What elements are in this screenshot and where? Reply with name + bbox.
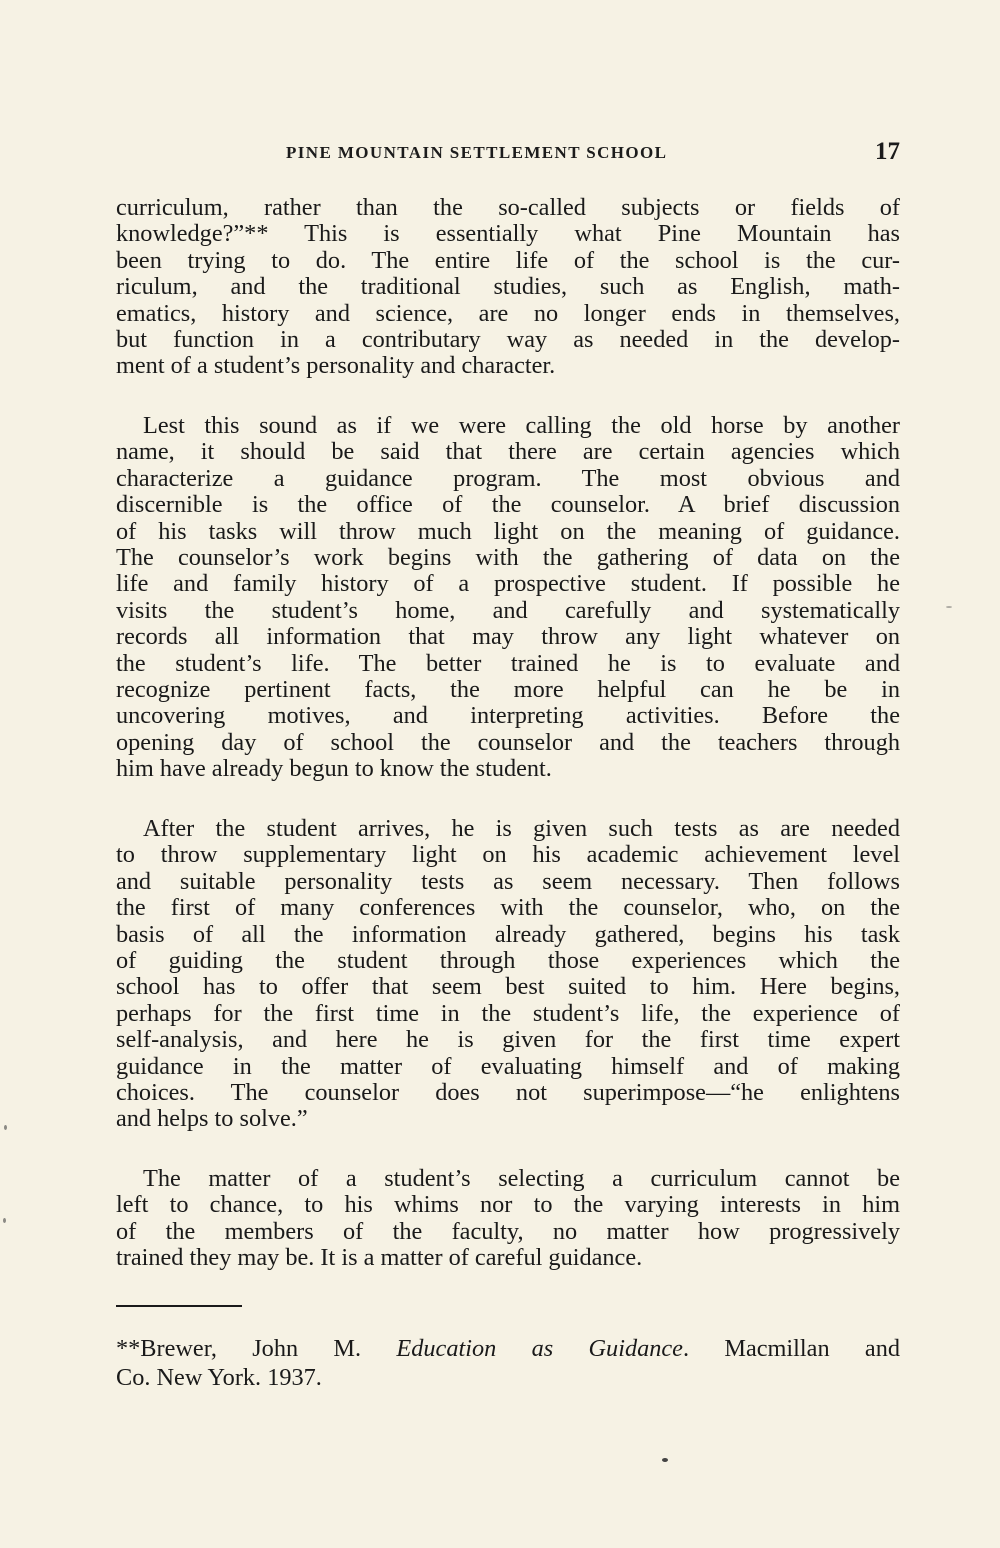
text-line: ment of a student’s personality and character.	[116, 352, 556, 380]
text-line: the student’s life. The better trained he is to evaluate and	[116, 649, 900, 677]
text-line: been trying to do. The entire life of the school is the cur-	[116, 246, 900, 274]
text-line: of guiding the student through those experiences which the	[116, 946, 900, 974]
paper-speck	[4, 1125, 7, 1130]
paragraph-student-arrives	[116, 816, 900, 1133]
text-line: uncovering motives, and interpreting activities. Before the	[116, 702, 900, 730]
text-line: curriculum, rather than the so-called subjects or fields of	[116, 194, 900, 221]
text-line: After the student arrives, he is given such tests as are needed	[143, 815, 900, 842]
text-line: riculum, and the traditional studies, such as English, math-	[116, 273, 900, 301]
page-number: 17	[875, 138, 900, 165]
text-line: records all information that may throw any light whatever on	[116, 623, 900, 651]
text-line: left to chance, to his whims nor to the varying interests in him	[116, 1191, 900, 1219]
text-line: of his tasks will throw much light on the meaning of guidance.	[116, 517, 900, 545]
text-line: characterize a guidance program. The most obvious and	[116, 464, 900, 492]
text-line: to throw supplementary light on his academic achievement level	[116, 841, 900, 869]
paper-speck	[946, 606, 952, 608]
footnote	[116, 1334, 900, 1392]
footnote-book-title: Education as Guidance	[396, 1335, 683, 1362]
footnote-divider	[116, 1305, 242, 1307]
paragraph-continuation	[116, 195, 900, 380]
text-line: life and family history of a prospective student. If possible he	[116, 570, 900, 598]
text-line: guidance in the matter of evaluating himself and of making	[116, 1052, 900, 1080]
paper-speck	[662, 1458, 668, 1462]
text-line: name, it should be said that there are certain agencies which	[116, 438, 900, 466]
text-line: of the members of the faculty, no matter how progressively	[116, 1217, 900, 1245]
text-line: The counselor’s work begins with the gathering of data on the	[116, 543, 900, 571]
text-line: but function in a contributary way as needed in the develop-	[116, 325, 900, 353]
text-line: The matter of a student’s selecting a curriculum cannot be	[143, 1165, 900, 1192]
text-line: ematics, history and science, are no longer ends in themselves,	[116, 299, 900, 327]
text-line: school has to offer that seem best suited to him. Here begins,	[116, 973, 900, 1001]
footnote-line: Co. New York. 1937.	[116, 1364, 322, 1391]
paragraph-counselor-office	[116, 413, 900, 782]
paragraph-curriculum-selection	[116, 1166, 900, 1272]
text-line: and suitable personality tests as seem necessary. Then follows	[116, 867, 900, 895]
text-line: perhaps for the first time in the student’s life, the experience of	[116, 999, 900, 1027]
text-line: visits the student’s home, and carefully and systematically	[116, 596, 900, 624]
text-line: and helps to solve.”	[116, 1105, 308, 1133]
text-line: opening day of school the counselor and the teachers through	[116, 728, 900, 756]
running-head	[116, 140, 900, 166]
text-line: the first of many conferences with the counselor, who, on the	[116, 894, 900, 922]
paper-speck	[3, 1218, 6, 1223]
footnote-line	[116, 1334, 900, 1363]
text-line: him have already begun to know the student.	[116, 755, 552, 783]
text-line: Lest this sound as if we were calling the old horse by another	[143, 412, 900, 439]
text-line: basis of all the information already gathered, begins his task	[116, 920, 900, 948]
text-line: trained they may be. It is a matter of careful guidance.	[116, 1244, 643, 1272]
text-line: self-analysis, and here he is given for the first time expert	[116, 1026, 900, 1054]
footnote-publisher: . Macmillan and	[682, 1335, 900, 1362]
text-line: choices. The counselor does not superimpose—“he enlightens	[116, 1078, 900, 1106]
running-title: PINE MOUNTAIN SETTLEMENT SCHOOL	[286, 143, 668, 162]
text-line: knowledge?”** This is essentially what Pine Mountain has	[116, 220, 900, 248]
text-line: discernible is the office of the counselor. A brief discussion	[116, 491, 900, 519]
text-line: recognize pertinent facts, the more helpful can he be in	[116, 675, 900, 703]
footnote-author: **Brewer, John M.	[116, 1335, 397, 1362]
